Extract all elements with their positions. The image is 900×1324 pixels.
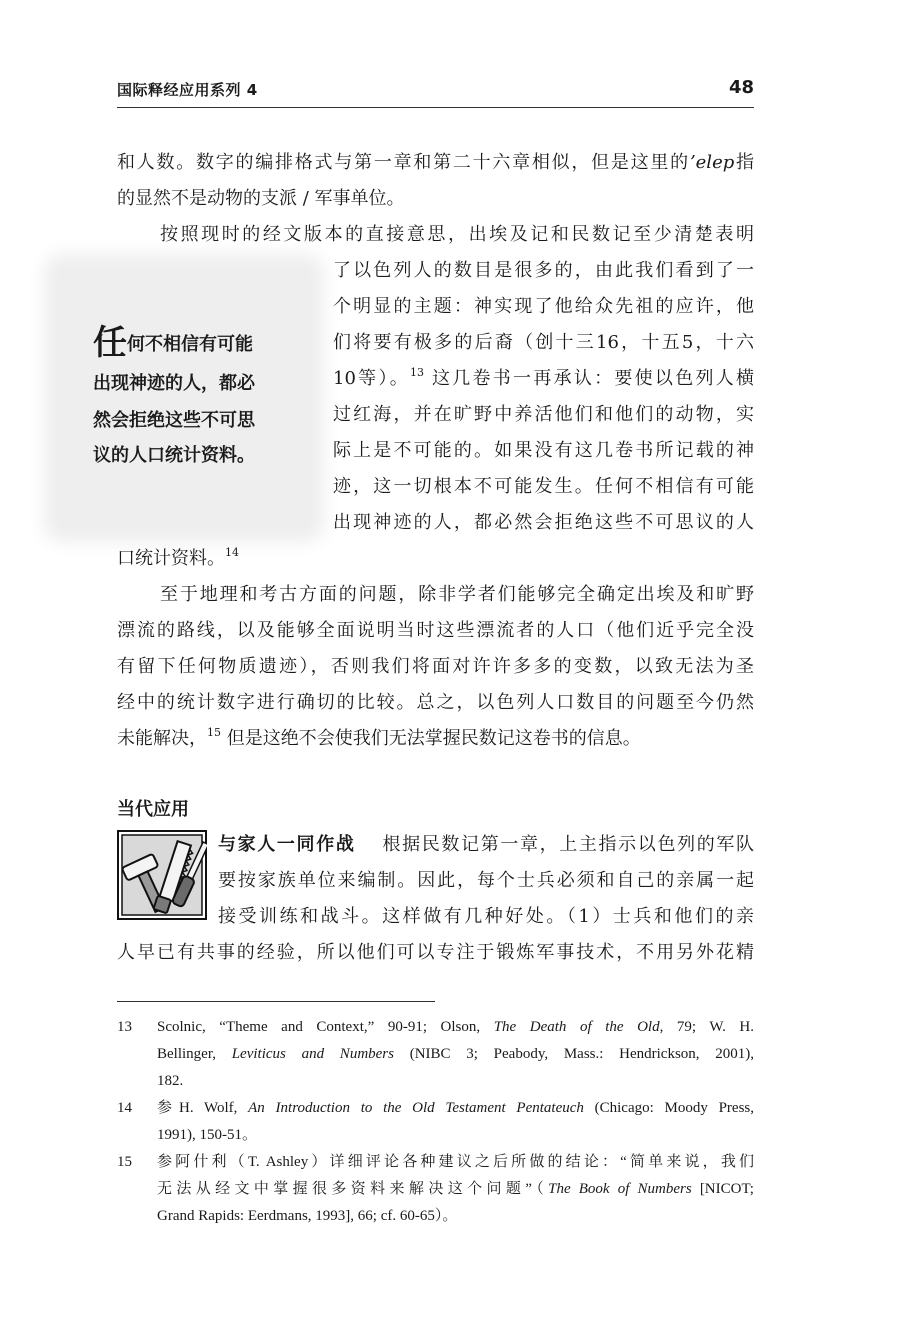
- pull-quote-line-1: 任何不相信有可能: [93, 323, 253, 363]
- footnote-ref-13: 13: [409, 366, 424, 379]
- body-line: 了以色列人的数目是很多的，由此我们看到了一: [333, 260, 754, 281]
- body-line: 漂流的路线，以及能够全面说明当时这些漂流者的人口（他们近乎完全没: [117, 620, 754, 641]
- footnote-line: Bellinger, Leviticus and Numbers (NIBC 3; Peabody, Mass.: Hendrickson, 2001),: [157, 1046, 754, 1062]
- section-line: 接受训练和战斗。这样做有几种好处。（1）士兵和他们的亲: [218, 906, 754, 927]
- body-line: 出现神迹的人，都必然会拒绝这些不可思议的人: [333, 512, 754, 533]
- body-line: 个明显的主题：神实现了他给众先祖的应许，他: [333, 296, 754, 317]
- footnote-line: Scolnic, “Theme and Context,” 90-91; Olson, The Death of the Old, 79; W. H.: [157, 1019, 754, 1035]
- header-rule: [117, 107, 754, 108]
- body-line: 至于地理和考古方面的问题，除非学者们能够完全确定出埃及和旷野: [160, 584, 754, 605]
- section-line: 要按家族单位来编制。因此，每个士兵必须和自己的亲属一起: [218, 870, 754, 891]
- body-line: 口统计资料。$^{14}$: [117, 546, 239, 569]
- section-line: 人早已有共事的经验，所以他们可以专注于锻炼军事技术，不用另外花精: [117, 942, 754, 963]
- footnote-line: 1991), 150-51。: [157, 1127, 257, 1143]
- body-line: 际上是不可能的。如果没有这几卷书所记载的神: [333, 440, 754, 461]
- footnote-number: 13: [117, 1019, 132, 1035]
- footnote-line: 无法从经文中掌握很多资料来解决这个问题”（The Book of Numbers [NICOT;: [157, 1181, 754, 1197]
- footnote-line: 182.: [157, 1073, 184, 1089]
- footnote-number: 15: [117, 1154, 132, 1170]
- body-line: 和人数。数字的编排格式与第一章和第二十六章相似，但是这里的’elep指: [117, 152, 754, 173]
- body-line: 未能解决，$^{15}$ 但是这绝不会使我们无法掌握民数记这卷书的信息。: [117, 726, 641, 749]
- tools-icon: [117, 830, 207, 920]
- footnote-line: 参阿什利（T. Ashley）详细评论各种建议之后所做的结论：“简单来说，我们: [157, 1154, 754, 1170]
- run-in-heading: 与家人一同作战: [218, 834, 356, 855]
- pull-quote-drop-cap: 任: [93, 323, 127, 363]
- body-line: 迹，这一切根本不可能发生。任何不相信有可能: [333, 476, 754, 497]
- section-line: 与家人一同作战 根据民数记第一章，上主指示以色列的军队: [218, 834, 754, 855]
- pull-quote-line-4: 议的人口统计资料。: [93, 445, 255, 466]
- pull-quote-line-3: 然会拒绝这些不可思: [93, 410, 255, 431]
- body-line: 过红海，并在旷野中养活他们和他们的动物，实: [333, 404, 754, 425]
- running-header-title: 国际释经应用系列 4: [117, 81, 258, 99]
- footnote-rule: [117, 1001, 435, 1002]
- page-number: 48: [728, 77, 754, 98]
- body-line: 按照现时的经文版本的直接意思，出埃及记和民数记至少清楚表明: [160, 224, 754, 245]
- section-heading: 当代应用: [117, 799, 189, 820]
- footnote-ref-14: 14: [225, 546, 239, 559]
- footnote-line: 参H. Wolf, An Introduction to the Old Testament Pentateuch (Chicago: Moody Press,: [157, 1100, 754, 1116]
- footnote-number: 14: [117, 1100, 132, 1116]
- pull-quote-line-2: 出现神迹的人，都必: [93, 373, 255, 394]
- footnote-line: Grand Rapids: Eerdmans, 1993], 66; cf. 60-65）。: [157, 1208, 458, 1224]
- body-line: 10等）。$^{13}$ 这几卷书一再承认：要使以色列人横: [333, 366, 754, 389]
- footnote-ref-15: 15: [207, 726, 221, 739]
- body-line: 们将要有极多的后裔（创十三16，十五5，十六: [333, 332, 754, 353]
- body-line: 有留下任何物质遗迹），否则我们将面对许许多多的变数，以致无法为圣: [117, 656, 754, 677]
- body-line: 的显然不是动物的支派 / 军事单位。: [117, 188, 405, 209]
- body-line: 经中的统计数字进行确切的比较。总之，以色列人口数目的问题至今仍然: [117, 692, 754, 713]
